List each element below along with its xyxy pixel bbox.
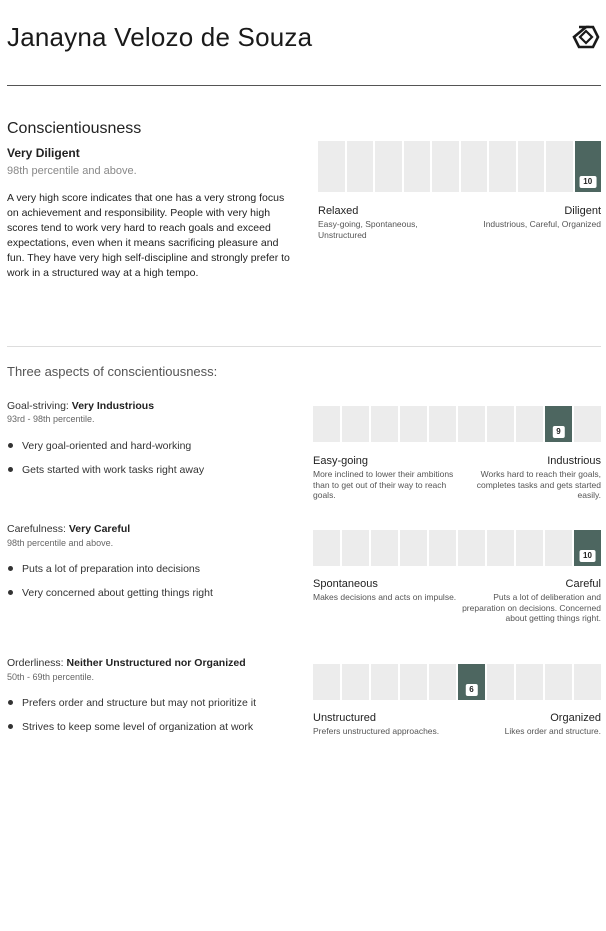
scale-cell [318,141,347,192]
scale-cell [400,664,429,700]
trait-right-sub: Industrious, Careful, Organized [483,219,601,229]
person-name: Janayna Velozo de Souza [7,22,313,52]
scale-left-sub: More inclined to lower their ambitions than to get out of their way to reach goals. [313,469,454,500]
list-item: Prefers order and structure but may not prioritize it [7,696,297,720]
aspect-bullets [7,696,297,744]
scale-cell [342,664,371,700]
list-item: Very concerned about getting things right [7,586,297,610]
scale-cell [342,406,371,442]
scale-right-title: Organized [550,712,601,724]
score-badge: 10 [579,176,596,188]
trait-left-sub: Easy-going, Spontaneous, Unstructured [318,219,418,240]
scale-cell [516,664,545,700]
scale-cell [487,530,516,566]
scale-cell [429,406,458,442]
aspect-scale-left-label [313,578,458,603]
scale-right-sub: Works hard to reach their goals, completes tasks and gets started easily. [476,469,601,500]
scale-cell [371,530,400,566]
trait-scale-right-label [456,205,601,230]
scale-cell [347,141,376,192]
aspect-label: Orderliness: [7,657,64,669]
scale-cell [429,530,458,566]
aspect-bullets [7,439,297,487]
scale-cell [489,141,518,192]
scale-cell [432,141,461,192]
scale-cell [461,141,490,192]
scale-cell [458,406,487,442]
scale-cell [458,530,487,566]
aspect-percentile: 93rd - 98th percentile. [7,414,95,424]
scale-cell [400,406,429,442]
aspect-bullets [7,562,297,610]
aspect-level: Very Careful [68,523,131,535]
aspect-carefulness-scale [313,530,601,566]
aspect-scale-right-label [456,712,601,737]
scale-cell [545,664,574,700]
aspect-scale-left-label [313,712,458,737]
scale-cell-active [574,530,601,566]
aspect-scale-left-label [313,455,458,501]
score-badge: 9 [552,426,564,438]
aspect-orderliness-name [7,657,246,669]
scale-cell-active [458,664,487,700]
brand-mark-icon [571,24,601,50]
scale-cell [487,406,516,442]
trait-title: Conscientiousness [7,120,142,137]
aspect-scale-right-label [456,578,601,624]
list-item: Very goal-oriented and hard-working [7,439,297,463]
scale-cell-active [545,406,574,442]
scale-left-title: Easy-going [313,455,369,467]
scale-cell [342,530,371,566]
scale-cell [487,664,516,700]
scale-right-title: Industrious [547,455,601,467]
scale-cell [313,530,342,566]
trait-scale-left-label [318,205,463,240]
scale-cell [516,530,545,566]
scale-cell [429,664,458,700]
aspect-label: Carefulness: [7,523,66,535]
scale-cell [518,141,547,192]
report-header [7,18,601,86]
trait-level: Very Diligent [7,146,80,160]
list-item: Strives to keep some level of organization at work [7,720,297,744]
aspect-orderliness-scale [313,664,601,700]
scale-cell [371,406,400,442]
list-item: Puts a lot of preparation into decisions [7,562,297,586]
scale-left-title: Spontaneous [313,578,378,590]
scale-cell [545,530,574,566]
list-item: Gets started with work tasks right away [7,463,297,487]
section-divider [7,346,601,347]
scale-cell [371,664,400,700]
aspect-scale-right-label [456,455,601,501]
trait-description: A very high score indicates that one has a very strong focus on achievement and responsibility. People with very high scores tend to work very hard to reach goals and exceed expectations, even when it means sacrificing pleasure and fun. They have very high self-discipline and strongly prefer to work in a structured way at a high tempo. [7,192,290,279]
trait-right-title: Diligent [564,205,601,217]
trait-percentile: 98th percentile and above. [7,165,137,177]
aspect-level: Neither Unstructured nor Organized [66,657,246,669]
aspect-label: Goal-striving: [7,400,69,412]
scale-left-title: Unstructured [313,712,376,724]
scale-cell [574,406,601,442]
aspect-percentile: 50th - 69th percentile. [7,672,95,682]
scale-cell-active [575,141,602,192]
scale-cell [400,530,429,566]
scale-cell [313,406,342,442]
aspect-carefulness-name [7,523,130,535]
trait-left-title: Relaxed [318,205,359,217]
scale-right-sub: Puts a lot of deliberation and preparation on decisions. Concerned about getting things right. [462,592,601,623]
aspects-title: Three aspects of conscientiousness: [7,364,218,379]
scale-right-title: Careful [565,578,601,590]
scale-cell [546,141,575,192]
scale-cell [516,406,545,442]
scale-right-sub: Likes order and structure. [504,726,601,736]
scale-cell [375,141,404,192]
scale-cell [313,664,342,700]
aspect-percentile: 98th percentile and above. [7,538,114,548]
score-badge: 6 [465,684,477,696]
scale-left-sub: Prefers unstructured approaches. [313,726,440,736]
scale-left-sub: Makes decisions and acts on impulse. [313,592,457,602]
aspect-level: Very Industrious [71,400,155,412]
scale-cell [574,664,601,700]
trait-score-scale [318,141,601,192]
aspect-goal-striving-name [7,400,154,412]
scale-cell [404,141,433,192]
score-badge: 10 [579,550,596,562]
aspect-goal-striving-scale [313,406,601,442]
